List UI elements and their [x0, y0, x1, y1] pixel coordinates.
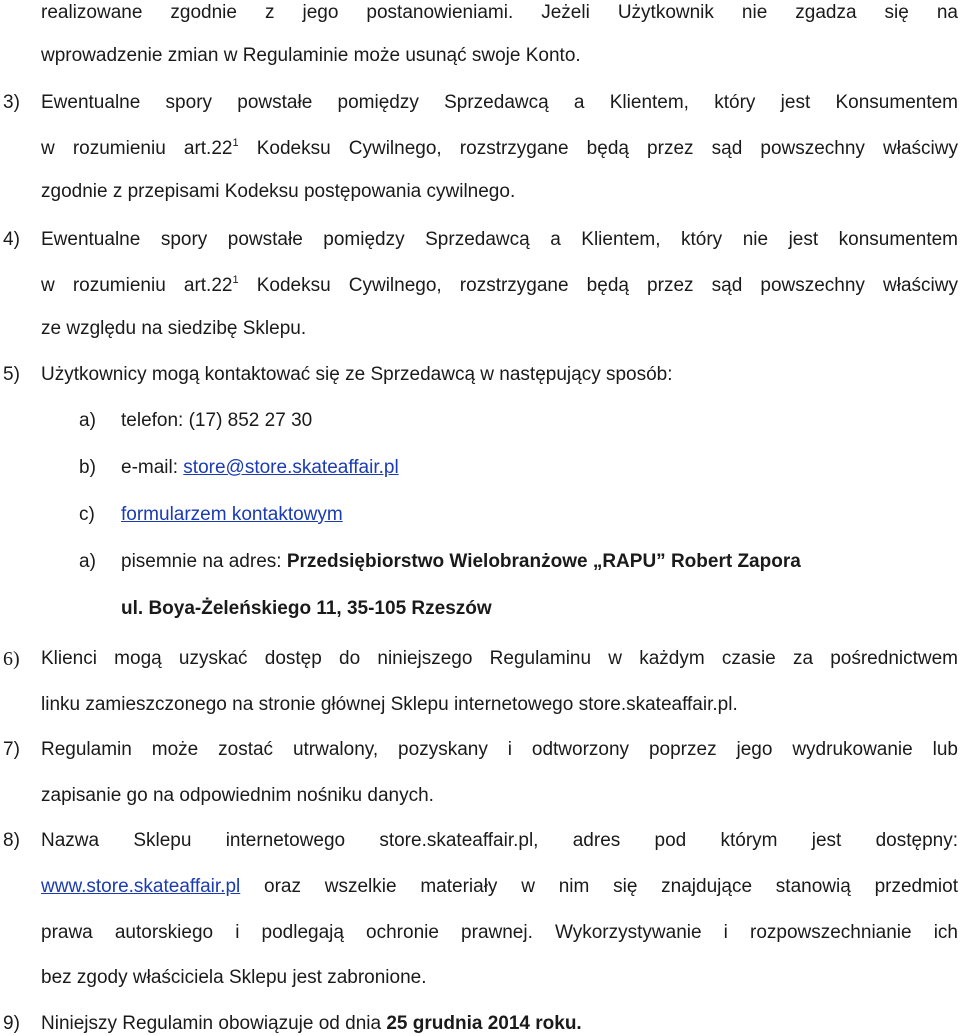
list-number: 8) — [3, 830, 20, 851]
paragraph-line: Niniejszy Regulamin obowiązuje od dnia 25 grudnia 2014 roku. — [41, 1013, 582, 1034]
paragraph-continuation-line: realizowane zgodnie z jego postanowieniami. Jeżeli Użytkownik nie zgadza się na — [41, 2, 958, 23]
paragraph-line: Nazwa Sklepu internetowego store.skateaffair.pl, adres pod którym jest dostępny: — [41, 830, 958, 851]
contact-email: e-mail: store@store.skateaffair.pl — [121, 457, 399, 478]
contact-form — [121, 504, 343, 526]
paragraph-line: ze względu na siedzibę Sklepu. — [41, 318, 307, 339]
sublist-letter: b) — [79, 457, 96, 478]
list-number: 7) — [3, 739, 20, 760]
contact-address-street: ul. Boya-Żeleńskiego 11, 35-105 Rzeszów — [121, 598, 492, 619]
list-number: 3) — [3, 92, 20, 113]
paragraph-line: w rozumieniu $art.22^1$ Kodeksu Cywilnego, rozstrzygane będą przez sąd powszechny właściwy — [41, 274, 958, 296]
email-link[interactable]: store@store.skateaffair.pl — [183, 457, 399, 478]
paragraph-line: linku zamieszczonego na stronie głównej Sklepu internetowego store.skateaffair.pl. — [41, 694, 738, 715]
paragraph-line: Ewentualne spory powstałe pomiędzy Sprzedawcą a Klientem, który nie jest konsumentem — [41, 229, 958, 250]
contact-phone: telefon: (17) 852 27 30 — [121, 410, 313, 431]
sublist-letter: a) — [79, 551, 96, 572]
list-number: 5) — [3, 364, 20, 385]
paragraph-line: Użytkownicy mogą kontaktować się ze Sprzedawcą w następujący sposób: — [41, 364, 673, 385]
paragraph-line: w rozumieniu $art.22^1$ Kodeksu Cywilnego, rozstrzygane będą przez sąd powszechny właściwy — [41, 137, 958, 159]
paragraph-line: www.store.skateaffair.pl oraz wszelkie materiały w nim się znajdujące stanowią przedmiot — [41, 876, 958, 897]
list-number: 6) — [3, 648, 20, 670]
sublist-letter: a) — [79, 410, 96, 431]
contact-address: pisemnie na adres: Przedsiębiorstwo Wielobranżowe „RAPU” Robert Zapora — [121, 551, 801, 572]
paragraph-line: zapisanie go na odpowiednim nośniku danych. — [41, 785, 434, 806]
paragraph-line: Regulamin może zostać utrwalony, pozyskany i odtworzony poprzez jego wydrukowanie lub — [41, 739, 958, 760]
paragraph-line: prawa autorskiego i podlegają ochronie prawnej. Wykorzystywanie i rozpowszechnianie ich — [41, 922, 958, 943]
paragraph-line: Ewentualne spory powstałe pomiędzy Sprzedawcą a Klientem, który jest Konsumentem — [41, 92, 958, 113]
contact-form-link[interactable]: formularzem kontaktowym — [121, 504, 343, 525]
paragraph-continuation-line: wprowadzenie zmian w Regulaminie może usunąć swoje Konto. — [41, 45, 581, 66]
list-number: 9) — [3, 1013, 20, 1034]
company-name: Przedsiębiorstwo Wielobranżowe „RAPU” Robert Zapora — [286, 551, 801, 572]
effective-date: 25 grudnia 2014 roku. — [386, 1013, 582, 1034]
list-number: 4) — [3, 229, 20, 250]
sublist-letter: c) — [79, 504, 95, 525]
superscript: 1 — [232, 137, 239, 149]
shop-url-link[interactable]: www.store.skateaffair.pl — [41, 876, 241, 897]
superscript: 1 — [232, 274, 239, 286]
paragraph-line: zgodnie z przepisami Kodeksu postępowania cywilnego. — [41, 181, 516, 202]
paragraph-line: bez zgody właściciela Sklepu jest zabronione. — [41, 967, 427, 988]
paragraph-line: Klienci mogą uzyskać dostęp do niniejszego Regulaminu w każdym czasie za pośrednictwem — [41, 648, 958, 669]
